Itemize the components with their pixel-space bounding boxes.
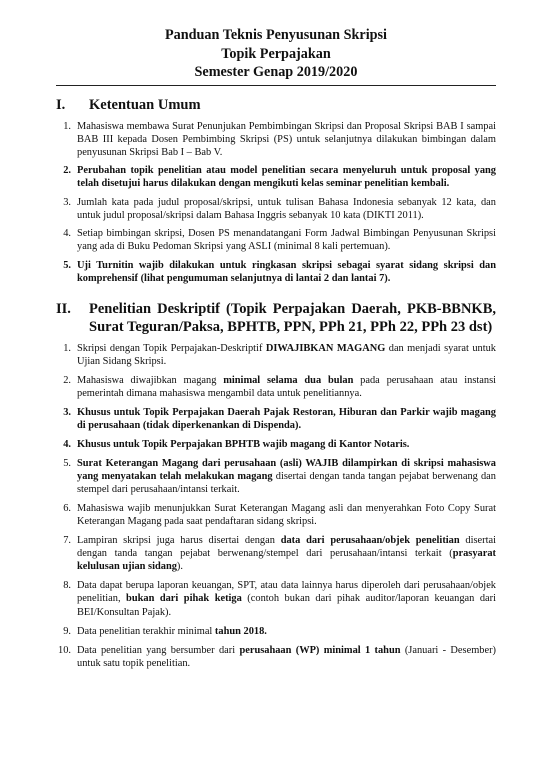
section-2-heading — [56, 300, 496, 336]
list-item-number: 10. — [58, 644, 71, 656]
title-line-2: Topik Perpajakan — [221, 45, 331, 62]
list-item-number: 2. — [63, 374, 71, 386]
section-1-number: I. — [56, 96, 66, 113]
text-run: Mahasiswa diwajibkan magang — [77, 374, 224, 386]
list-item-number: 3. — [63, 196, 71, 208]
text-run: Skripsi dengan Topik Perpajakan-Deskriptif — [77, 342, 266, 354]
bold-text: Uji Turnitin wajib dilakukan untuk ringkasan skripsi sebagai syarat sidang skripsi dan komprehensif (lihat pengumuman selanjutnya di lantai 2 dan lantai 7). — [77, 259, 496, 284]
list-item-text — [77, 534, 496, 573]
list-item-number: 5. — [63, 259, 71, 271]
document-title — [56, 26, 496, 82]
text-run: Mahasiswa membawa Surat Penunjukan Pembimbingan Skripsi dan Proposal Skripsi BAB I sampai BAB III kepada Dosen Pembimbing Skripsi (PS) untuk selanjutnya dilakukan bimbingan dalam penyusunan Skripsi Bab I – Bab V. — [77, 120, 496, 158]
list-item-text — [77, 644, 496, 670]
section-1-list — [56, 120, 496, 285]
list-item — [56, 120, 496, 159]
text-run: Data penelitian yang bersumber dari — [77, 644, 240, 656]
list-item-number: 2. — [63, 165, 71, 177]
list-item-number: 9. — [63, 625, 71, 637]
list-item-text — [77, 625, 496, 638]
list-item-text — [77, 438, 496, 451]
section-2-list — [56, 342, 496, 670]
text-run: (Januari - Desember) untuk satu topik penelitian. — [77, 644, 497, 669]
section-1-heading — [56, 96, 496, 114]
list-item-number: 1. — [63, 120, 71, 132]
list-item — [56, 502, 496, 528]
text-run: Data penelitian terakhir minimal — [77, 625, 215, 637]
list-item-number: 4. — [63, 228, 71, 240]
section-2-number: II. — [56, 300, 71, 317]
list-item — [56, 534, 496, 573]
list-item — [56, 438, 496, 451]
text-run: ). — [176, 561, 183, 573]
list-item-text — [77, 120, 496, 159]
list-item-number: 1. — [63, 342, 71, 354]
list-item — [56, 164, 496, 190]
list-item — [56, 227, 496, 253]
section-1-title: Ketentuan Umum — [89, 96, 201, 113]
bold-text: bukan dari pihak ketiga — [126, 593, 242, 605]
bold-text: Khusus untuk Topik Perpajakan Daerah Pajak Restoran, Hiburan dan Parkir wajib magang di perusahaan (tidak diperkenankan di Dispenda). — [77, 406, 496, 431]
list-item — [56, 342, 496, 368]
list-item-text — [77, 342, 496, 368]
list-item-number: 8. — [63, 580, 71, 592]
list-item-number: 4. — [63, 438, 71, 450]
text-run: Jumlah kata pada judul proposal/skripsi, untuk tulisan Bahasa Indonesia sebanyak 12 kata, dan untuk judul proposal/skripsi dalam Bahasa Inggris sebanyak 10 kata (DIKTI 2011). — [77, 196, 496, 221]
text-run: disertai dengan tanda tangan pejabat berwenang dan stempel dari perusahaan/intansi terkait. — [77, 471, 496, 496]
list-item-number: 6. — [63, 503, 71, 515]
list-item — [56, 196, 496, 222]
list-item — [56, 625, 496, 638]
title-line-3: Semester Genap 2019/2020 — [194, 64, 358, 80]
list-item-text — [77, 227, 496, 253]
list-item-text — [77, 457, 496, 496]
title-line-1: Panduan Teknis Penyusunan Skripsi — [165, 27, 387, 43]
list-item-text — [77, 196, 496, 222]
list-item-number: 5. — [63, 457, 71, 469]
bold-text: prasyarat kelulusan ujian sidang — [77, 548, 496, 573]
list-item — [56, 579, 496, 618]
list-item — [56, 457, 496, 496]
text-run: pada perusahaan atau instansi pemerintah dimana mahasiswa mengambil data untuk penelitiannya. — [77, 374, 497, 399]
list-item-text — [77, 579, 496, 618]
list-item-text — [77, 164, 496, 190]
bold-text: tahun 2018. — [214, 625, 267, 637]
bold-text: Khusus untuk Topik Perpajakan BPHTB wajib magang di Kantor Notaris. — [77, 438, 410, 450]
list-item — [56, 644, 496, 670]
bold-text: data dari perusahaan/objek penelitian — [280, 535, 460, 547]
bold-text: Perubahan topik penelitian atau model penelitian secara menyeluruh untuk proposal yang telah disetujui harus dilakukan dengan mengikuti kelas seminar penelitian kembali. — [77, 165, 496, 190]
text-run: Mahasiswa wajib menunjukkan Surat Keterangan Magang asli dan menyerahkan Foto Copy Surat Keterangan Magang pada saat pendaftaran sidang skripsi. — [77, 503, 496, 528]
title-divider — [56, 85, 496, 86]
list-item — [56, 374, 496, 400]
text-run: disertai dengan tanda tangan pejabat berwenang/stempel dari perusahaan/intansi terkait ( — [77, 535, 496, 560]
bold-text: perusahaan (WP) minimal 1 tahun — [239, 644, 401, 656]
list-item-text — [77, 502, 496, 528]
list-item-text — [77, 374, 496, 400]
list-item-number: 7. — [63, 535, 71, 547]
list-item-text — [77, 259, 496, 285]
text-run: dan menjadi syarat untuk Ujian Sidang Skripsi. — [77, 342, 496, 367]
text-run: Lampiran skripsi juga harus disertai dengan — [77, 535, 281, 547]
section-2-title: Penelitian Deskriptif (Topik Perpajakan Daerah, PKB-BBNKB, Surat Teguran/Paksa, BPHTB, PPN, PPh 21, PPh 22, PPh 23 dst) — [89, 300, 496, 335]
text-run: Setiap bimbingan skripsi, Dosen PS menandatangani Form Jadwal Bimbingan Penyusunan Skripsi yang ada di Buku Pedoman Skripsi yang ASLI (minimal 8 kali pertemuan). — [77, 228, 496, 253]
bold-text: minimal selama dua bulan — [223, 374, 354, 386]
text-run: Data dapat berupa laporan keuangan, SPT, atau data lainnya harus diperoleh dari perusahaan/objek penelitian, — [77, 580, 496, 605]
list-item-number: 3. — [63, 406, 71, 418]
list-item — [56, 259, 496, 285]
bold-text: DIWAJIBKAN MAGANG — [265, 342, 386, 354]
bold-text: Surat Keterangan Magang dari perusahaan (asli) WAJIB dilampirkan di skripsi mahasiswa yang menyatakan telah melakukan magang — [77, 457, 496, 483]
list-item — [56, 406, 496, 432]
list-item-text — [77, 406, 496, 432]
text-run: (contoh bukan dari pihak auditor/laporan keuangan dari BEI/Konsultan Pajak). — [77, 593, 497, 618]
